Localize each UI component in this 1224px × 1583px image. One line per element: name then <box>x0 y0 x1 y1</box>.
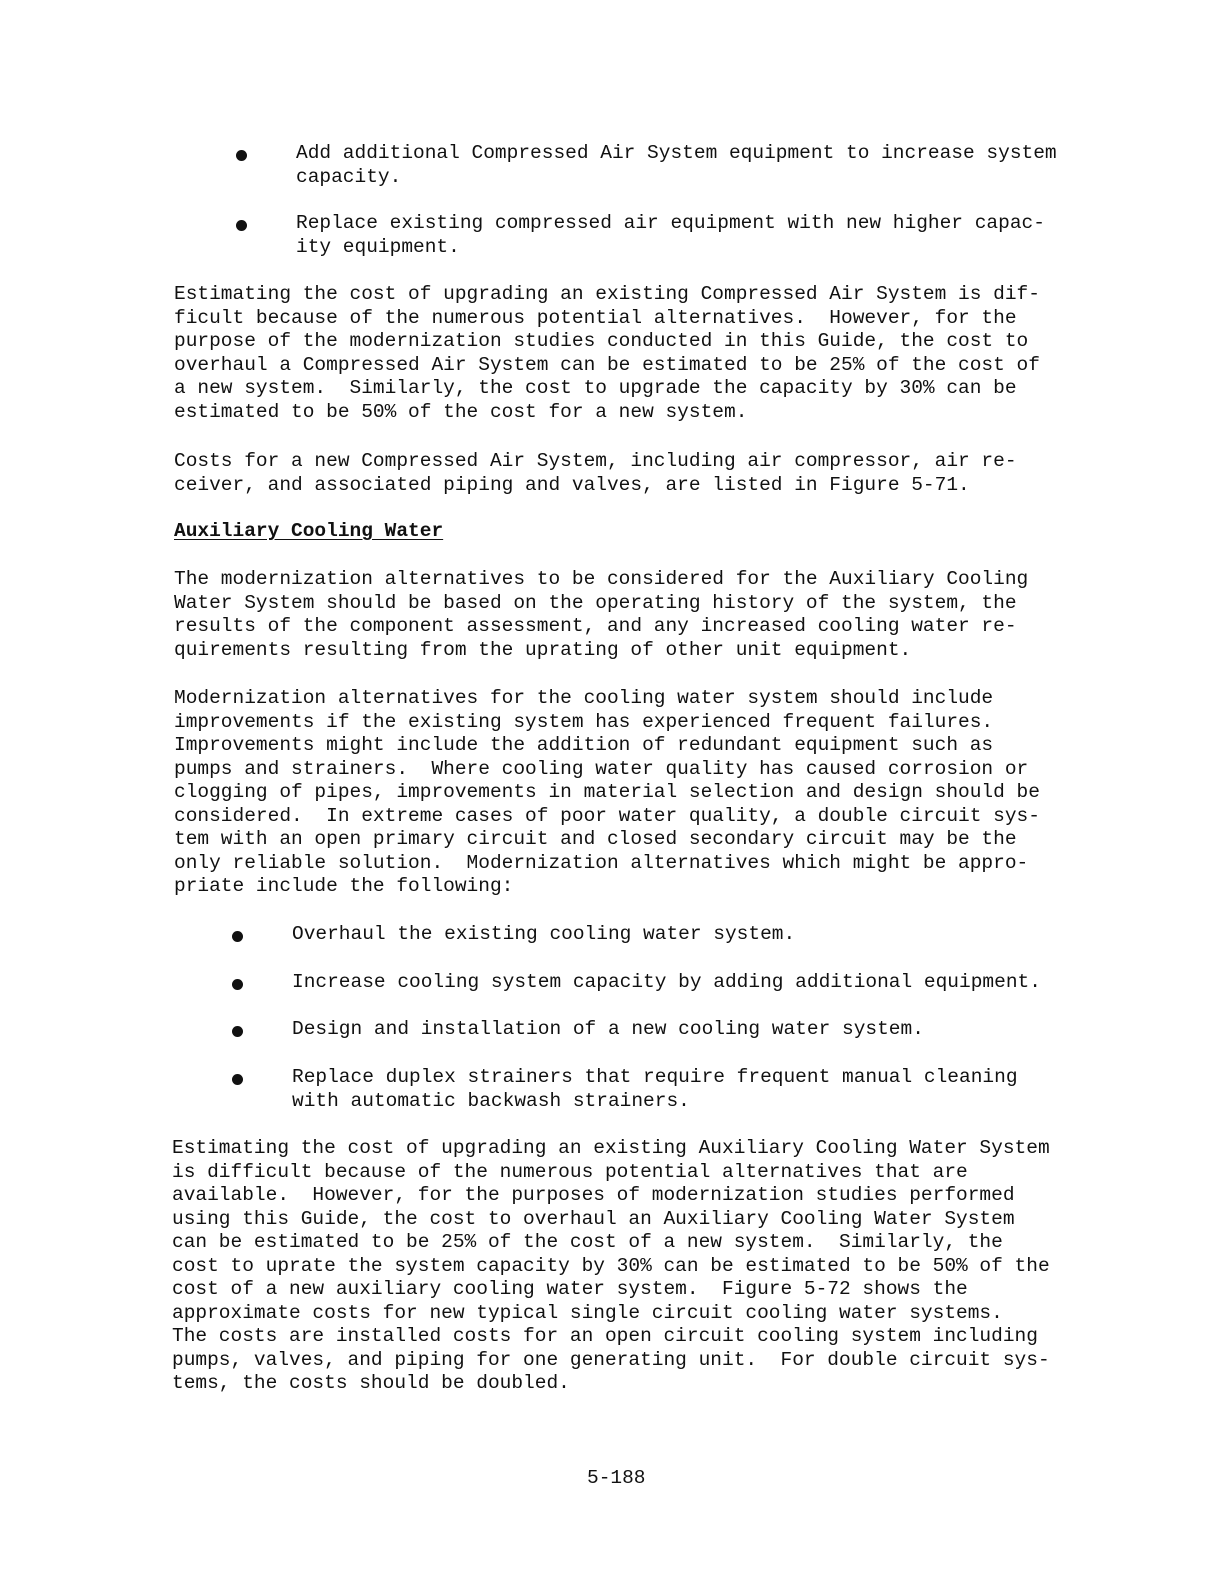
bullet-icon <box>236 220 247 231</box>
bullet-text: Replace existing compressed air equipment with new higher capac- ity equipment. <box>296 212 1045 258</box>
bullet-icon <box>232 1026 243 1037</box>
section-heading: Auxiliary Cooling Water <box>174 520 444 542</box>
paragraph-compressed-air-figure: Costs for a new Compressed Air System, including air compressor, air re- ceiver, and associated piping and valves, are listed in Figure 5-71. <box>174 450 1017 496</box>
bullet-icon <box>232 1074 243 1085</box>
bullet-icon <box>232 931 243 942</box>
paragraph-cooling-alternatives: The modernization alternatives to be considered for the Auxiliary Cooling Water System should be based on the operating history of the system, the results of the component assessment, and any increased cooling water re- quirements resulting from the uprating of other unit equipment. <box>174 568 1029 661</box>
bullet-text: Increase cooling system capacity by adding additional equipment. <box>292 971 1041 993</box>
paragraph-compressed-air-cost: Estimating the cost of upgrading an existing Compressed Air System is dif- ficult because of the numerous potential alternatives. However, for the purpose of the modernization studies conducted in this Guide, the cost to overhaul a Compressed Air System can be estimated to be 25% of the cost of a new system. Similarly, the cost to upgrade the capacity by 30% can be estimated to be 50% of the cost for a new system. <box>174 283 1040 423</box>
paragraph-cooling-cost: Estimating the cost of upgrading an existing Auxiliary Cooling Water System is difficult because of the numerous potential alternatives that are available. However, for the purposes of modernization studies performed using this Guide, the cost to overhaul an Auxiliary Cooling Water System can be estimated to be 25% of the cost of a new system. Similarly, the cost to uprate the system capacity by 30% can be estimated to be 50% of the cost of a new auxiliary cooling water system. Figure 5-72 shows the approximate costs for new typical single circuit cooling water systems. The costs are installed costs for an open circuit cooling system including pumps, valves, and piping for one generating unit. For double circuit sys- tems, the costs should be doubled. <box>172 1137 1050 1394</box>
paragraph-cooling-improvements: Modernization alternatives for the cooling water system should include improvements if the existing system has experienced frequent failures. Improvements might include the addition of redundant equipment such as pumps and strainers. Where cooling water quality has caused corrosion or clogging of pipes, improvements in material selection and design should be considered. In extreme cases of poor water quality, a double circuit sys- tem with an open primary circuit and closed secondary circuit may be the only reliable solution. Modernization alternatives which might be appro- priate include the following: <box>174 687 1040 897</box>
bullet-text: Design and installation of a new cooling water system. <box>292 1018 924 1040</box>
bullet-text: Replace duplex strainers that require frequent manual cleaning with automatic backwash strainers. <box>292 1066 1018 1112</box>
bullet-text: Overhaul the existing cooling water system. <box>292 923 796 945</box>
page-number: 5-188 <box>587 1467 646 1489</box>
bullet-text: Add additional Compressed Air System equipment to increase system capacity. <box>296 142 1057 188</box>
bullet-icon <box>232 979 243 990</box>
bullet-icon <box>236 150 247 161</box>
